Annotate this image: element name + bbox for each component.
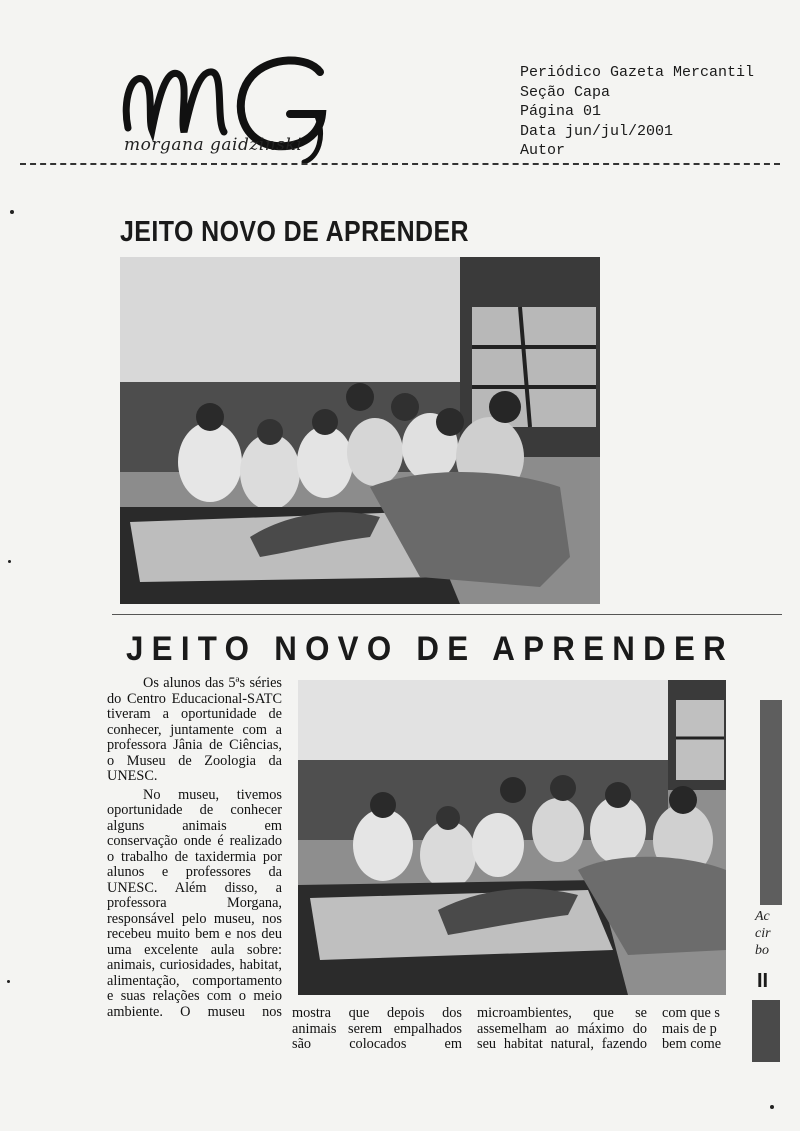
adjacent-heading-fragment: II <box>757 970 769 992</box>
article-column-2 <box>292 1006 462 1053</box>
header-divider <box>20 163 780 165</box>
col4-line-1: com que s <box>662 1005 720 1021</box>
headline-top: JEITO NOVO DE APRENDER <box>120 216 469 248</box>
article-column-2-text: mostra que depois dos animais serem empalhados são colocados em <box>292 1005 462 1052</box>
frag-caption-3: bo <box>755 943 769 958</box>
scan-speck <box>8 560 11 563</box>
adjacent-image-fragment <box>752 1000 780 1062</box>
adjacent-caption-fragment <box>755 908 771 959</box>
meta-section: Seção Capa <box>520 83 611 101</box>
article-column-3 <box>477 1006 647 1053</box>
logo-text: morgana gaidzinski <box>124 135 303 155</box>
meta-page: Página 01 <box>520 103 602 120</box>
article-column-4-cut <box>662 1006 742 1053</box>
scan-speck <box>770 1105 774 1109</box>
headline-article: JEITO NOVO DE APRENDER <box>126 630 735 668</box>
meta-periodical: Periódico Gazeta Mercantil <box>520 64 755 81</box>
article-paragraph-2: No museu, tivemos oportunidade de conhecer alguns animais em conservação onde é realizado o trabalho de taxidermia por alunos e professores da UNESC. Além disso, a professora Morgana, responsável pelo museu, nos recebeu muito bem e nos deu uma excelente aula sobre: animais, curiosidades, habitat, alimentação, comportamento e suas relações com o meio ambiente. O museu nos <box>107 786 282 1020</box>
col4-line-3: bem come <box>662 1036 722 1052</box>
class-photo-large <box>120 257 600 604</box>
article-paragraph-1: Os alunos das 5ªs séries do Centro Educacional-SATC tiveram a oportunidade de conhecer, juntamente com a professora Jânia de Ciências, o Museu de Zoologia da UNESC. <box>107 675 282 784</box>
col4-line-2: mais de p <box>662 1020 717 1037</box>
meta-date: Data jun/jul/2001 <box>520 122 674 140</box>
article-column-3-text: microambientes, que se assemelham ao máximo do seu habitat natural, fazendo <box>477 1005 647 1052</box>
frag-caption-2: cir <box>755 926 771 941</box>
section-rule <box>112 614 782 615</box>
class-photo-article <box>298 680 726 995</box>
publication-meta <box>520 63 754 161</box>
scan-speck <box>10 210 14 214</box>
article-column-1 <box>107 676 282 1020</box>
scan-speck <box>7 980 10 983</box>
meta-author: Autor <box>520 142 566 159</box>
adjacent-photo-fragment <box>760 700 782 905</box>
frag-caption-1: Ac <box>755 909 770 924</box>
